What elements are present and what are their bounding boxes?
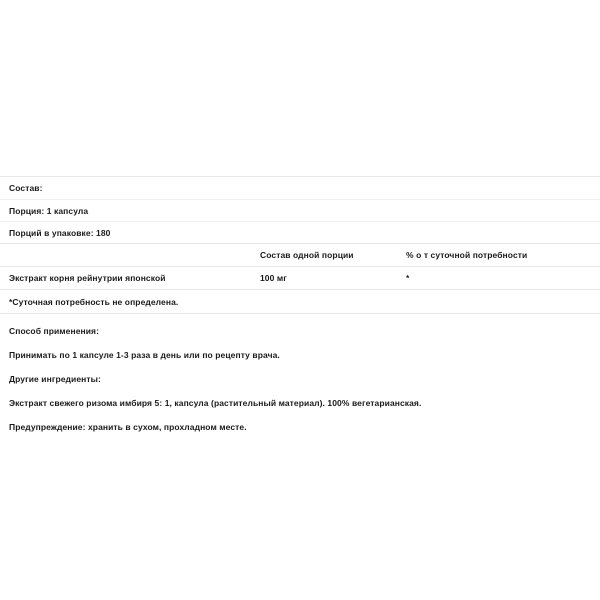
other-ingredients-heading: Другие ингредиенты: <box>9 374 101 384</box>
divider-below-footnote <box>0 313 600 314</box>
composition-heading-row <box>0 177 600 199</box>
serving-size-text: Порция: 1 капсула <box>9 205 89 216</box>
usage-block <box>0 326 600 432</box>
other-ingredients-text: Экстракт свежего ризома имбиря 5: 1, капсула (растительный материал). 100% вегетарианская. <box>9 398 422 408</box>
servings-per-container-row <box>0 222 600 243</box>
usage-heading: Способ применения: <box>9 326 99 336</box>
ingredient-amount: 100 мг <box>260 273 287 283</box>
ingredient-name: Экстракт корня рейнутрии японской <box>9 273 166 283</box>
footnote-row <box>0 290 600 313</box>
composition-heading: Состав: <box>9 183 43 193</box>
daily-value-footnote: *Суточная потребность не определена. <box>9 296 179 307</box>
serving-size-row <box>0 200 600 221</box>
label-content <box>0 176 600 432</box>
warning-text: Предупреждение: хранить в сухом, прохладном месте. <box>9 422 247 432</box>
ingredient-daily-value: * <box>406 272 410 283</box>
table-header-row <box>0 244 600 266</box>
servings-per-container-text: Порций в упаковке: 180 <box>9 227 111 238</box>
column-header-daily-value: % о т суточной потребности <box>406 250 528 260</box>
usage-text: Принимать по 1 капсуле 1-3 раза в день или по рецепту врача. <box>9 350 280 360</box>
table-row <box>0 267 600 289</box>
column-header-amount: Состав одной порции <box>260 250 354 260</box>
